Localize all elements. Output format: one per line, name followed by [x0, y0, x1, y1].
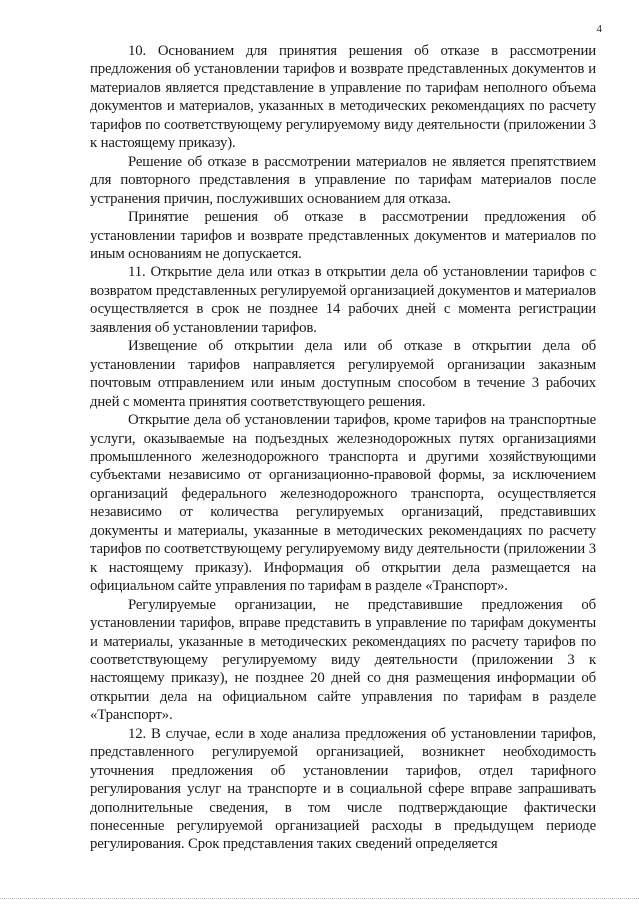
- paragraph-regulated-organizations-submission: Регулируемые организации, не представившие предложения об установлении тарифов, вправе представить в управление по тарифам документы и материалы, указанные в методических рекомендациях по расчету тарифов по соответствующему регулируемому виду деятельности (приложении 3 к настоящему приказу), не позднее 20 дней со дня размещения информации об открытии дела на официальном сайте управления по тарифам в разделе «Транспорт».: [90, 596, 596, 724]
- paragraph-12-additional-information: 12. В случае, если в ходе анализа предложения об установлении тарифов, представленного регулируемой организацией, возникнет необходимость уточнения предложения об установлении тарифов, отдел тарифного регулирования услуг на транспорте и в социальной сфере вправе запрашивать дополнительные сведения, в том числе подтверждающие фактически понесенные регулируемой организацией расходы в предыдущем периоде регулирования. Срок представления таких сведений определяется: [90, 725, 596, 853]
- paragraph-opening-case-transport: Открытие дела об установлении тарифов, кроме тарифов на транспортные услуги, оказываемые на подъездных железнодорожных путях организациями промышленного железнодорожного транспорта и другими хозяйствующими субъектами независимо от организационно-правовой формы, за исключением организаций федерального железнодорожного транспорта, осуществляется независимо от количества регулируемых организаций, представивших документы и материалы, указанные в методических рекомендациях по расчету тарифов по соответствующему регулируемому виду деятельности (приложении 3 к настоящему приказу). Информация об открытии дела размещается на официальном сайте управления по тарифам в разделе «Транспорт».: [90, 412, 596, 595]
- paragraph-other-grounds-not-allowed: Принятие решения об отказе в рассмотрении предложения об установлении тарифов и возврате представленных документов и материалов по иным основаниям не допускается.: [90, 209, 596, 262]
- paragraph-notice-of-opening: Извещение об открытии дела или об отказе в открытии дела об установлении тарифов направляется регулируемой организации заказным почтовым отправлением или иным доступным способом в течение 3 рабочих дней с момента принятия соответствующего решения.: [90, 338, 596, 410]
- scan-bottom-edge: [0, 898, 639, 899]
- page-number: 4: [596, 23, 602, 35]
- paragraph-refusal-not-obstacle: Решение об отказе в рассмотрении материалов не является препятствием для повторного представления в управление по тарифам материалов после устранения причин, послуживших основанием для отказа.: [90, 153, 596, 207]
- paragraph-11-opening-case-deadline: 11. Открытие дела или отказ в открытии дела об установлении тарифов с возвратом представленных регулируемой организацией документов и материалов осуществляется в срок не позднее 14 рабочих дней с момента регистрации заявления об установлении тарифов.: [90, 264, 596, 336]
- paragraph-10-grounds-for-refusal: 10. Основанием для принятия решения об отказе в рассмотрении предложения об установлении тарифов и возврате представленных документов и материалов является представление в управление по тарифам неполного объема документов и материалов, указанных в методических рекомендациях по расчету тарифов по соответствующему регулируемому виду деятельности (приложении 3 к настоящему приказу).: [90, 43, 596, 152]
- document-body: [90, 42, 596, 854]
